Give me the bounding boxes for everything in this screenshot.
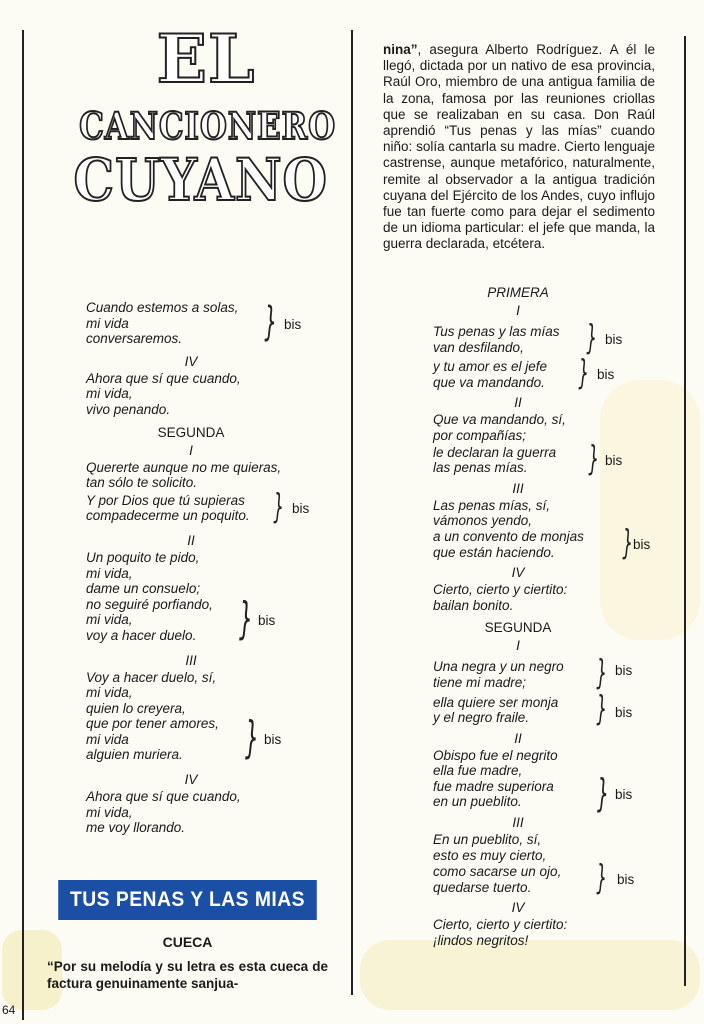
lyric-line: voy a hacer duelo. bbox=[86, 627, 197, 643]
lyric-line: tiene mi madre; bbox=[433, 674, 527, 690]
lyric-line: mi vida, bbox=[86, 804, 133, 820]
stanza-bis-group bbox=[86, 486, 346, 527]
lyric-line: bailan bonito. bbox=[433, 597, 514, 613]
lyric-line: mi vida, bbox=[86, 612, 133, 628]
bis-mark: bis bbox=[258, 612, 276, 628]
song-title-banner: TUS PENAS Y LAS MIAS bbox=[58, 880, 317, 920]
brace-icon: } bbox=[264, 299, 278, 345]
lyric-line: fue madre superiora bbox=[433, 778, 554, 794]
bis-mark: bis bbox=[264, 732, 282, 748]
bis-mark: bis bbox=[292, 500, 310, 516]
paper-stain bbox=[360, 940, 700, 1010]
lyric-line: ella fue madre, bbox=[433, 763, 523, 779]
stanza-label: IV bbox=[511, 900, 525, 916]
lyric-line: Las penas mías, sí, bbox=[433, 497, 551, 513]
prose-lead: nina” bbox=[383, 42, 418, 57]
lyric-line: Voy a hacer duelo, sí, bbox=[86, 669, 217, 685]
lyric-line: quien lo creyera, bbox=[86, 700, 186, 716]
brace-icon: } bbox=[597, 770, 610, 815]
left-lyrics-column bbox=[86, 296, 346, 836]
lyric-line: y el negro fraile. bbox=[433, 710, 530, 726]
lyric-line: esto es muy cierto, bbox=[433, 847, 547, 863]
stanza-label: II bbox=[187, 532, 195, 548]
intro-paragraph-continued bbox=[383, 42, 655, 253]
stanza-label: IV bbox=[184, 772, 198, 788]
stanza-label: I bbox=[516, 638, 520, 654]
lyric-line: alguien muriera. bbox=[86, 747, 183, 763]
lyric-line: que por tener amores, bbox=[86, 716, 219, 732]
lyric-line: Cierto, cierto y ciertito: bbox=[433, 582, 568, 598]
lyric-line: quedarse tuerto. bbox=[433, 879, 532, 895]
lyric-line: compadecerme un poquito. bbox=[86, 508, 250, 524]
lyric-line: mi vida, bbox=[86, 565, 133, 581]
brace-icon: } bbox=[596, 688, 608, 729]
stanza-bis-group bbox=[433, 858, 673, 899]
title-line-2: CANCIONERO bbox=[79, 104, 337, 148]
title-line-3: CUYANO bbox=[73, 146, 328, 214]
section-heading-segunda: SEGUNDA bbox=[157, 424, 225, 440]
brace-icon: } bbox=[245, 712, 259, 764]
brace-icon: } bbox=[239, 592, 253, 644]
lyric-line: no seguiré porfiando, bbox=[86, 596, 213, 612]
lyric-line: ella quiere ser monja bbox=[433, 694, 559, 710]
stanza-bis-group bbox=[86, 300, 346, 347]
brace-icon: } bbox=[596, 858, 608, 899]
stanza-bis-group bbox=[433, 438, 673, 479]
section-heading-primera: PRIMERA bbox=[487, 285, 549, 300]
stanza-label: IV bbox=[511, 565, 525, 581]
lyric-line: Que va mandando, sí, bbox=[433, 412, 566, 428]
lyric-line: mi vida bbox=[86, 315, 129, 331]
genre-heading: CUECA bbox=[162, 934, 213, 950]
lyric-line: ¡lindos negritos! bbox=[433, 933, 529, 949]
stanza-label: III bbox=[185, 652, 197, 668]
lyric-line: Ahora que sí que cuando, bbox=[86, 370, 241, 386]
lyric-line: vivo penando. bbox=[86, 401, 171, 417]
lyric-line: Cuando estemos a solas, bbox=[86, 300, 239, 315]
lyric-line: las penas mías. bbox=[433, 460, 528, 476]
intro-paragraph: “Por su melodía y su letra es esta cueca de factura genuinamente sanjua- bbox=[47, 959, 328, 991]
lyric-line: van desfilando, bbox=[433, 339, 524, 355]
section-heading-segunda: SEGUNDA bbox=[484, 620, 552, 636]
stanza-label: II bbox=[514, 395, 522, 411]
column-divider-rule bbox=[351, 30, 353, 995]
lyric-line: En un pueblito, sí, bbox=[433, 832, 542, 848]
title-line-1: EL bbox=[156, 20, 256, 98]
stanza-bis-group bbox=[433, 653, 673, 694]
lyric-line: Obispo fue el negrito bbox=[433, 747, 558, 763]
stanza-label: I bbox=[189, 442, 193, 458]
lyric-line: tan sólo te solicito. bbox=[86, 475, 198, 491]
lyric-line: me voy llorando. bbox=[86, 820, 186, 836]
lyric-line: Una negra y un negro bbox=[433, 659, 564, 675]
lyric-line: que va mandando. bbox=[433, 374, 545, 390]
bis-mark: bis bbox=[615, 704, 633, 720]
lyric-line: vámonos yendo, bbox=[433, 513, 533, 529]
brace-icon: } bbox=[596, 653, 608, 694]
bis-mark: bis bbox=[615, 786, 633, 802]
stanza-label: III bbox=[512, 815, 524, 831]
lyric-line: a un convento de monjas bbox=[433, 528, 584, 544]
lyric-line: en un pueblito. bbox=[433, 794, 522, 810]
bis-mark: bis bbox=[597, 367, 615, 383]
brace-icon: } bbox=[273, 486, 285, 527]
lyric-line: dame un consuelo; bbox=[86, 581, 201, 597]
stanza-label: IV bbox=[184, 353, 198, 369]
left-margin-rule bbox=[22, 30, 24, 1020]
bis-mark: bis bbox=[633, 536, 651, 552]
brace-icon: } bbox=[586, 318, 598, 358]
lyric-line: conversaremos. bbox=[86, 331, 183, 347]
stanza-bis-group bbox=[433, 688, 673, 729]
lyric-line: como sacarse un ojo, bbox=[433, 864, 562, 880]
stanza-bis-group bbox=[433, 318, 673, 358]
lyric-line: Cierto, cierto y ciertito: bbox=[433, 917, 568, 933]
bis-mark: bis bbox=[617, 872, 635, 888]
bis-mark: bis bbox=[284, 317, 302, 332]
right-margin-rule bbox=[684, 36, 686, 986]
lyric-line: Quererte aunque no me quieras, bbox=[86, 459, 282, 475]
right-lyrics-column bbox=[433, 284, 673, 949]
stanza-label: III bbox=[512, 480, 524, 496]
stanza-label: I bbox=[516, 303, 520, 318]
page-number: 64 bbox=[2, 1003, 16, 1017]
stanza-bis-group bbox=[86, 712, 346, 764]
lyric-line: le declaran la guerra bbox=[433, 444, 557, 460]
lyric-line: mi vida, bbox=[86, 386, 133, 402]
stanza-bis-group bbox=[433, 353, 673, 394]
prose-body: , asegura Alberto Rodríguez. A él le llegó, dictada por un nativo de esa provincia, Raúl Oro, miembro de una antigua familia de la zona, famosa por las reuniones criollas que se realizaban en su casa. Don Raúl aprendió “Tus penas y las mías” cuando niño: solía cantarla su madre. Cierto lenguaje castrense, aunque metafórico, naturalmente, remite al observador a la antigua tradición cuyana del Ejército de los Andes, cuyo influjo fue tan fuerte como para dejar el sedimento de un idioma particular: el jefe que manda, la guerra declarada, etcétera. bbox=[383, 42, 655, 252]
brace-icon: } bbox=[588, 438, 600, 479]
lyric-line: Un poquito te pido, bbox=[86, 549, 200, 565]
right-prose bbox=[383, 42, 655, 253]
brace-icon: } bbox=[622, 522, 634, 563]
stanza-label: II bbox=[514, 730, 522, 746]
lyric-line: por compañías; bbox=[433, 427, 527, 443]
lyric-line: Y por Dios que tú supieras bbox=[86, 492, 245, 508]
bis-mark: bis bbox=[615, 663, 633, 679]
lyric-line: mi vida, bbox=[86, 685, 133, 701]
bis-mark: bis bbox=[605, 332, 623, 347]
stanza-bis-group bbox=[86, 592, 346, 644]
lyric-line: mi vida bbox=[86, 731, 129, 747]
lyric-line: y tu amor es el jefe bbox=[433, 359, 548, 375]
lyric-line: Ahora que sí que cuando, bbox=[86, 789, 241, 805]
brace-icon: } bbox=[578, 353, 590, 394]
stanza-bis-group bbox=[433, 522, 673, 563]
lyric-line: que están haciendo. bbox=[433, 544, 555, 560]
lyric-line: Tus penas y las mías bbox=[433, 324, 560, 339]
bis-mark: bis bbox=[605, 452, 623, 468]
